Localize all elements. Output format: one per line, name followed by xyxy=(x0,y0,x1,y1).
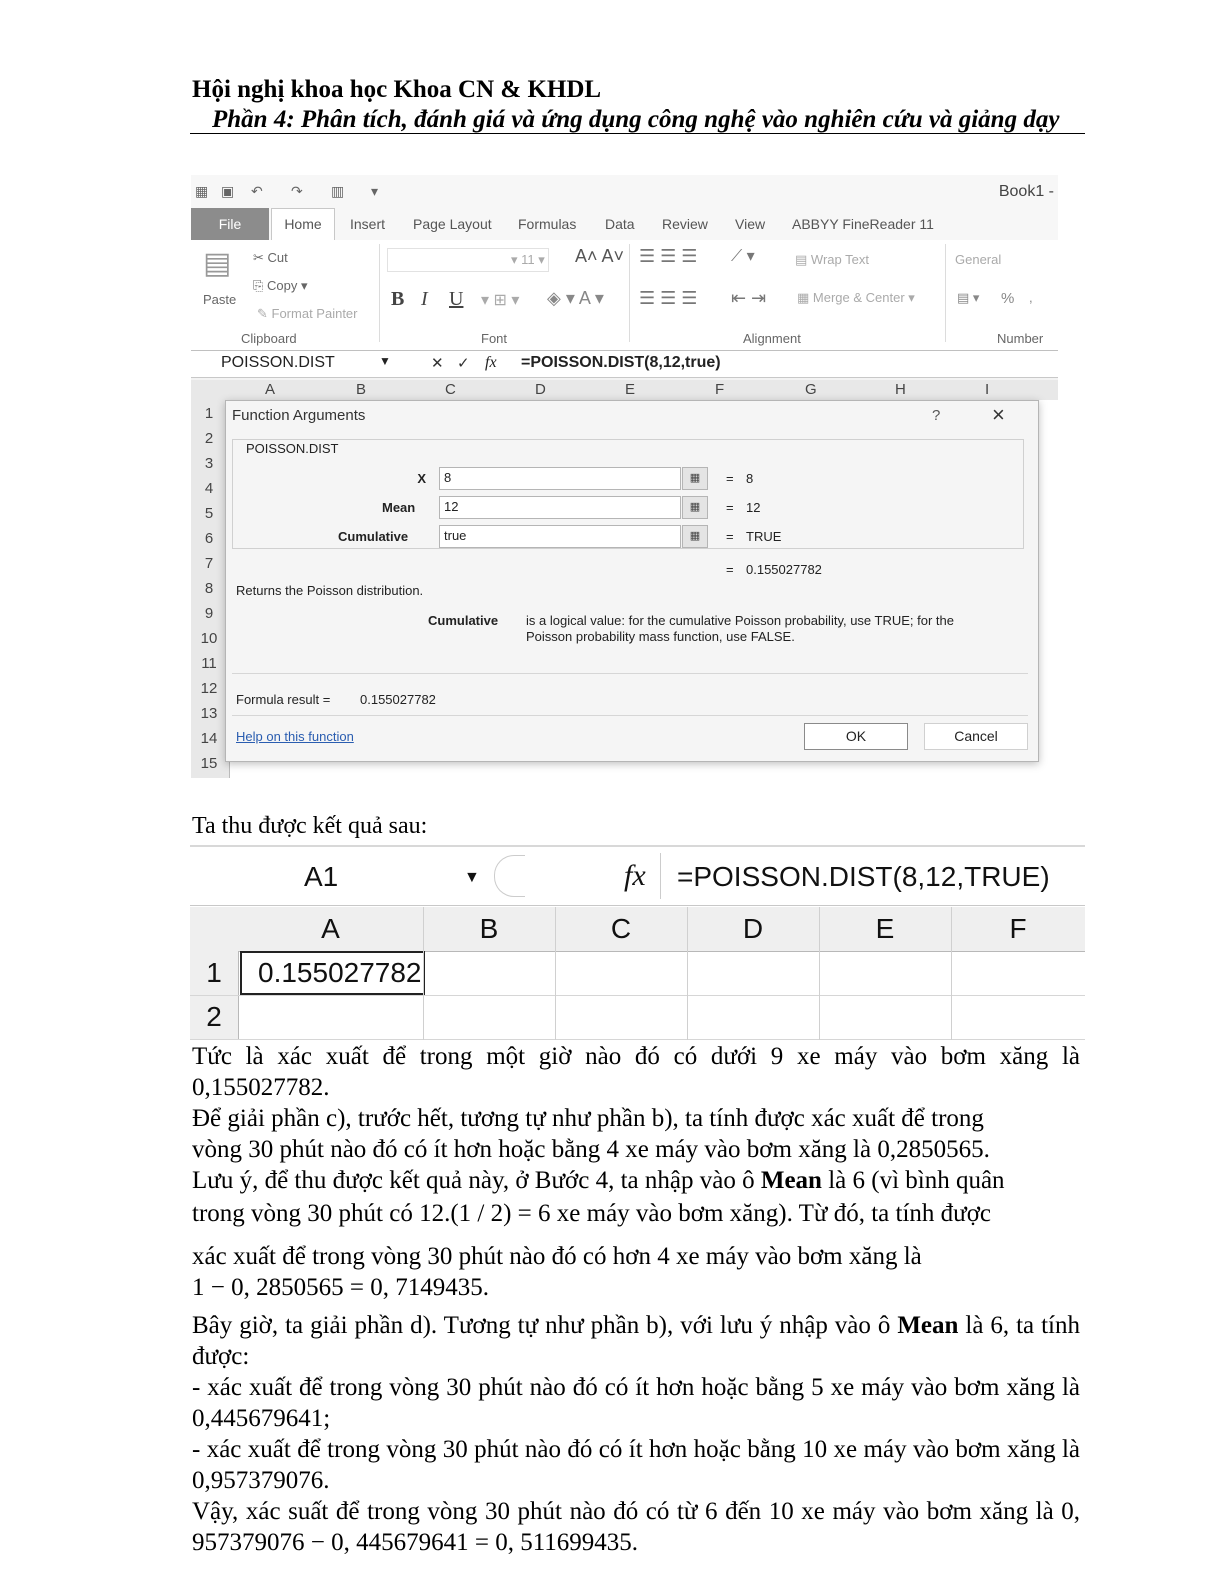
column-gridline xyxy=(423,907,424,1040)
column-header[interactable]: I xyxy=(985,381,990,398)
font-size-box[interactable]: ▾ 11 ▾ xyxy=(511,252,545,267)
excel-icon[interactable]: ▦ xyxy=(195,183,209,199)
dialog-separator xyxy=(232,715,1028,716)
header-rule xyxy=(190,133,1085,134)
format-painter-button[interactable]: ✎ Format Painter xyxy=(257,306,358,321)
arg-equals: = xyxy=(726,500,734,515)
redo-icon[interactable]: ↷ xyxy=(291,183,303,199)
arg-value-x: 8 xyxy=(444,470,452,485)
column-header[interactable]: C xyxy=(610,913,632,944)
bullet-1: - xác xuất để trong vòng 30 phút nào đó có ít hơn hoặc bằng 5 xe máy vào bơm xăng là 0,445679641; xyxy=(192,1374,1080,1432)
tab-home[interactable]: Home xyxy=(271,208,335,240)
row-header[interactable]: 1 xyxy=(204,405,214,422)
paste-button[interactable]: Paste xyxy=(203,292,237,307)
paste-icon[interactable]: ▤ xyxy=(203,247,232,280)
column-header[interactable]: D xyxy=(535,381,546,398)
bold-term: Mean xyxy=(897,1312,959,1339)
row-header[interactable]: 12 xyxy=(200,680,218,697)
grow-font-icon[interactable]: A˄ A˅ xyxy=(575,246,625,266)
formula-bar xyxy=(190,847,1085,906)
text: là 6, ta tính được: xyxy=(192,1312,1081,1370)
number-format-box[interactable]: General xyxy=(955,252,1002,267)
dialog-separator xyxy=(232,673,1028,674)
arg-equals: = xyxy=(726,529,734,544)
column-header[interactable]: F xyxy=(715,381,725,398)
bullet-2: - xác xuất để trong vòng 30 phút nào đó có ít hơn hoặc bằng 10 xe máy vào bơm xăng là 0,957379076. xyxy=(192,1436,1080,1494)
paragraph-3 xyxy=(192,1310,1080,1372)
enter-entry-icon[interactable]: ✓ xyxy=(457,355,470,372)
help-link[interactable]: Help on this function xyxy=(236,729,354,744)
font-group-label: Font xyxy=(481,331,508,346)
arg-label-cumulative: Cumulative xyxy=(338,529,409,544)
ribbon-separator xyxy=(629,244,630,342)
indent-icon[interactable]: ⇤ ⇥ xyxy=(731,288,767,308)
column-gridline xyxy=(819,907,820,1040)
tab-review[interactable]: Review xyxy=(662,216,708,232)
arg-result-x: 8 xyxy=(746,471,754,486)
tab-insert[interactable]: Insert xyxy=(350,216,386,232)
math-expression: 12.(1 / 2) = 6 xyxy=(419,1200,551,1227)
tab-view[interactable]: View xyxy=(735,216,766,232)
align-left-icon[interactable]: ☰ ☰ ☰ xyxy=(639,288,698,308)
paragraph-2-line-5: xác xuất để trong vòng 30 phút nào đó có hơn 4 xe máy vào bơm xăng là xyxy=(192,1243,922,1270)
chart-icon[interactable]: ▥ xyxy=(331,183,345,199)
close-icon[interactable]: × xyxy=(992,402,1005,427)
name-box[interactable]: A1 xyxy=(304,861,339,892)
merge-center-button[interactable]: ▦ Merge & Center ▾ xyxy=(797,290,915,305)
percent-style-button[interactable]: % xyxy=(1001,290,1015,307)
param-description-2: Poisson probability mass function, use FALSE. xyxy=(526,629,795,644)
tab-data[interactable]: Data xyxy=(605,216,635,232)
column-headers xyxy=(191,380,1058,401)
column-header[interactable]: A xyxy=(265,381,276,398)
column-header[interactable]: B xyxy=(356,381,367,398)
math-expression: 0, 957379076 − 0, 445679641 = 0, 511699435. xyxy=(192,1498,1080,1556)
text: Lưu ý, để thu được kết quả này, ở Bước 4, ta nhập vào ô xyxy=(192,1167,755,1194)
row-header[interactable]: 7 xyxy=(204,555,214,572)
cancel-button[interactable]: Cancel xyxy=(924,723,1028,750)
column-header[interactable]: E xyxy=(625,381,636,398)
name-box-dropdown-icon[interactable]: ▼ xyxy=(379,354,391,368)
select-all-corner[interactable] xyxy=(190,907,238,951)
tab-formulas[interactable]: Formulas xyxy=(518,216,577,232)
arg-label-x: X xyxy=(417,471,426,486)
merge-center-label: Merge & Center xyxy=(812,290,905,305)
function-arguments-dialog xyxy=(225,400,1039,762)
column-header[interactable]: F xyxy=(1009,913,1027,944)
formula-input[interactable]: =POISSON.DIST(8,12,true) xyxy=(521,354,721,371)
clipboard-group-label: Clipboard xyxy=(241,331,297,346)
help-icon[interactable]: ? xyxy=(932,407,941,424)
text: Bây giờ, ta giải phần d). Tương tự như phần b), với lưu ý nhập vào ô xyxy=(192,1312,891,1339)
cut-label: Cut xyxy=(267,250,288,265)
font-size-value: 11 xyxy=(521,252,535,267)
row-header[interactable]: 8 xyxy=(204,580,214,597)
function-result: 0.155027782 xyxy=(746,562,822,577)
wrap-text-label: Wrap Text xyxy=(810,252,869,267)
quick-access-toolbar xyxy=(191,175,1058,208)
paragraph-4 xyxy=(192,1496,1080,1558)
ribbon-tabs xyxy=(191,208,1058,241)
arg-result-cumulative: TRUE xyxy=(746,529,782,544)
row-header[interactable]: 15 xyxy=(200,755,218,772)
ribbon-separator xyxy=(379,244,380,342)
cancel-entry-icon[interactable]: ✕ xyxy=(431,355,444,372)
alignment-group-label: Alignment xyxy=(743,331,801,346)
column-header[interactable]: B xyxy=(479,913,499,944)
column-gridline xyxy=(951,907,952,1040)
paragraph-1: Tức là xác xuất để trong một giờ nào đó có dưới 9 xe máy vào bơm xăng là 0,155027782. xyxy=(192,1043,1080,1101)
paragraph-2 xyxy=(192,1103,1080,1303)
wrap-text-button[interactable]: ▤ Wrap Text xyxy=(795,252,869,267)
function-description: Returns the Poisson distribution. xyxy=(236,583,424,598)
row-header[interactable]: 3 xyxy=(204,455,214,472)
collapse-dialog-icon[interactable]: ▦ xyxy=(682,467,708,490)
row-header[interactable]: 6 xyxy=(204,530,214,547)
formula-result-label: Formula result = xyxy=(236,692,331,707)
excel-screenshot-function-arguments xyxy=(191,175,1058,778)
excel-screenshot-result xyxy=(190,845,1085,1040)
row-header[interactable]: 14 xyxy=(200,730,218,747)
column-header[interactable]: C xyxy=(445,381,456,398)
name-box[interactable]: POISSON.DIST xyxy=(221,354,335,371)
arg-equals: = xyxy=(726,471,734,486)
column-header[interactable]: A xyxy=(321,913,340,944)
italic-icon[interactable]: I xyxy=(421,288,428,310)
column-header[interactable]: H xyxy=(895,381,906,398)
row-header[interactable]: 13 xyxy=(200,705,218,722)
column-gridline xyxy=(555,907,556,1040)
row-header[interactable]: 5 xyxy=(204,505,214,522)
copy-label: Copy xyxy=(267,278,298,293)
row-header[interactable]: 9 xyxy=(204,605,214,622)
param-description-1: is a logical value: for the cumulative Poisson probability, use TRUE; for the xyxy=(526,613,955,628)
arg-input-x[interactable] xyxy=(439,467,681,490)
arg-label-mean: Mean xyxy=(382,500,416,515)
insert-function-icon[interactable]: fx xyxy=(624,859,646,892)
column-gridline xyxy=(687,907,688,1040)
section-title: Phần 4: Phân tích, đánh giá và ứng dụng công nghệ vào nghiên cứu và giảng dạy xyxy=(212,106,1060,133)
row-header[interactable]: 1 xyxy=(206,957,222,988)
text: Vậy, xác suất để trong vòng 30 phút nào đó có từ 6 đến 10 xe máy vào bơm xăng là xyxy=(192,1498,1054,1525)
ok-button[interactable]: OK xyxy=(804,723,908,750)
align-top-icon[interactable]: ☰ ☰ ☰ xyxy=(639,246,698,266)
underline-icon[interactable]: U xyxy=(449,288,464,310)
arg-input-cumulative[interactable] xyxy=(439,525,681,548)
text: trong vòng 30 phút có xyxy=(192,1200,413,1227)
paragraph-2-line-3 xyxy=(192,1165,1080,1196)
ribbon-home xyxy=(191,240,1058,351)
tab-page-layout[interactable]: Page Layout xyxy=(413,216,492,232)
format-painter-label: Format Painter xyxy=(271,306,358,321)
collapse-dialog-icon[interactable]: ▦ xyxy=(682,525,708,548)
border-icon[interactable]: ▾ ⊞ ▾ xyxy=(481,292,520,309)
column-header[interactable]: G xyxy=(805,381,817,398)
formula-bar-handle[interactable] xyxy=(494,855,525,897)
paragraph-2-line-4 xyxy=(192,1198,1080,1229)
fill-color-icon[interactable]: ◈ ▾ A ▾ xyxy=(547,288,604,308)
column-header[interactable]: E xyxy=(875,913,895,944)
row-header[interactable]: 2 xyxy=(206,1001,222,1032)
number-group-label: Number xyxy=(997,331,1044,346)
insert-function-icon[interactable]: fx xyxy=(485,354,497,371)
arg-value-cumulative: true xyxy=(444,528,467,543)
orientation-icon[interactable]: ⟋ ▾ xyxy=(731,248,755,265)
ribbon-separator xyxy=(945,244,946,342)
cut-button[interactable]: ✂ Cut xyxy=(253,250,288,265)
math-expression: 1 − 0, 2850565 = 0, 7149435. xyxy=(192,1274,489,1301)
accounting-format-icon[interactable]: ▤ ▾ xyxy=(957,290,980,305)
bold-term: Mean xyxy=(760,1167,822,1194)
function-name: POISSON.DIST xyxy=(246,441,339,456)
arg-result-mean: 12 xyxy=(746,500,761,515)
row-header[interactable]: 2 xyxy=(204,430,214,447)
paragraph-2-line-2: vòng 30 phút nào đó có ít hơn hoặc bằng 4 xe máy vào bơm xăng là 0,2850565. xyxy=(192,1136,990,1163)
arg-input-mean[interactable] xyxy=(439,496,681,519)
window-title: Book1 - xyxy=(998,183,1054,200)
collapse-dialog-icon[interactable]: ▦ xyxy=(682,496,708,519)
bold-icon[interactable]: B xyxy=(391,288,405,310)
arg-value-mean: 12 xyxy=(444,499,459,514)
row-header[interactable]: 10 xyxy=(200,630,218,647)
dialog-title: Function Arguments xyxy=(232,407,366,424)
result-equals: = xyxy=(726,562,734,577)
formula-divider xyxy=(660,853,661,899)
name-box-dropdown-icon[interactable]: ▼ xyxy=(464,869,480,886)
conference-title: Hội nghị khoa học Khoa CN & KHDL xyxy=(192,76,602,103)
column-header[interactable]: D xyxy=(742,913,764,944)
tab-abbyy[interactable]: ABBYY FineReader 11 xyxy=(792,216,934,232)
formula-result-value: 0.155027782 xyxy=(360,692,436,707)
copy-button[interactable]: ⎘ Copy ▾ xyxy=(253,278,308,293)
row-header[interactable]: 11 xyxy=(201,655,217,672)
text: xe máy vào bơm xăng). Từ đó, ta tính được xyxy=(556,1200,992,1227)
active-cell-a1[interactable] xyxy=(240,951,425,995)
paragraph-2-line-1: Để giải phần c), trước hết, tương tự như phần b), ta tính được xác xuất để trong xyxy=(192,1105,984,1132)
customize-qat-icon[interactable]: ▾ xyxy=(371,183,379,199)
result-caption: Ta thu được kết quả sau: xyxy=(192,813,428,839)
formula-input[interactable]: =POISSON.DIST(8,12,TRUE) xyxy=(677,861,1050,892)
row-header[interactable]: 4 xyxy=(204,480,214,497)
formula-bar xyxy=(191,351,1058,378)
cell-value: 0.155027782 xyxy=(258,957,422,988)
save-icon[interactable]: ▣ xyxy=(221,183,235,199)
undo-icon[interactable]: ↶ xyxy=(251,183,263,199)
tab-file[interactable]: File xyxy=(191,208,269,240)
param-name: Cumulative xyxy=(428,613,499,628)
comma-style-icon[interactable]: , xyxy=(1029,290,1033,305)
text: là 6 (vì bình quân xyxy=(828,1167,1005,1194)
